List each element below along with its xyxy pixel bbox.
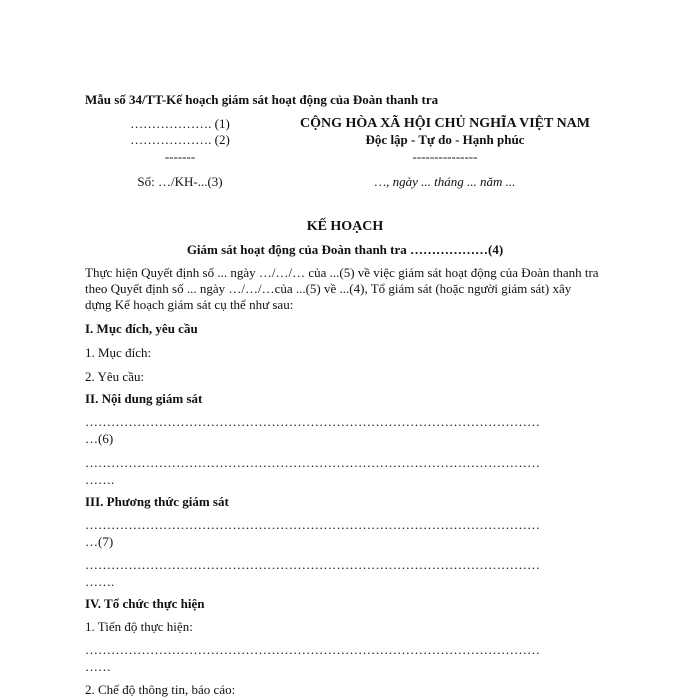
- section-3-dots-1: ……………………………………………………………………………………………: [85, 517, 540, 532]
- document-date: …, ngày ... tháng ... năm ...: [374, 174, 516, 189]
- section-2-dots-1: ……………………………………………………………………………………………: [85, 414, 540, 429]
- section-3-dots-2: ……………………………………………………………………………………………: [85, 557, 540, 572]
- right-separator: ---------------: [412, 149, 478, 164]
- agency-line-2: ………………. (2): [130, 132, 230, 147]
- section-3-heading: III. Phương thức giám sát: [85, 494, 229, 509]
- section-3-cont-2: …….: [85, 574, 115, 589]
- section-4-heading: IV. Tổ chức thực hiện: [85, 596, 205, 611]
- document-subtitle: Giám sát hoạt động của Đoàn thanh tra ………………(4): [186, 242, 504, 257]
- section-2-heading: II. Nội dung giám sát: [85, 391, 203, 406]
- section-4-dots-1: ……………………………………………………………………………………………: [85, 642, 540, 657]
- section-1-item-1: 1. Mục đích:: [85, 345, 152, 360]
- section-2-cont-1: …(6): [85, 431, 114, 446]
- document-title: KẾ HOẠCH: [306, 219, 384, 234]
- section-3-cont-1: …(7): [85, 534, 114, 549]
- form-code: Mẫu số 34/TT-Kế hoạch giám sát hoạt động của Đoàn thanh tra: [85, 92, 439, 107]
- section-2-dots-2: ……………………………………………………………………………………………: [85, 455, 540, 470]
- section-4-cont-1: ……: [85, 659, 111, 674]
- left-separator: -------: [164, 149, 196, 164]
- section-2-cont-2: …….: [85, 472, 115, 487]
- section-4-item-1: 1. Tiến độ thực hiện:: [85, 619, 193, 634]
- section-1-heading: I. Mục đích, yêu cầu: [85, 321, 198, 336]
- document-number: Số: …/KH-...(3): [137, 174, 223, 189]
- national-motto: Độc lập - Tự do - Hạnh phúc: [365, 132, 525, 147]
- section-4-item-2: 2. Chế độ thông tin, báo cáo:: [85, 682, 236, 697]
- section-1-item-2: 2. Yêu cầu:: [85, 369, 145, 384]
- national-title: CỘNG HÒA XÃ HỘI CHỦ NGHĨA VIỆT NAM: [299, 116, 590, 131]
- agency-line-1: ………………. (1): [130, 116, 230, 131]
- intro-paragraph: Thực hiện Quyết định số ... ngày …/…/… của ...(5) về việc giám sát hoạt động của Đoàn thanh tra theo Quyết định số ... ngày …/…/…của ...(5) về ...(4), Tổ giám sát (hoặc người giám sát) xây dựng Kế hoạch giám sát cụ thể như sau:: [85, 265, 599, 312]
